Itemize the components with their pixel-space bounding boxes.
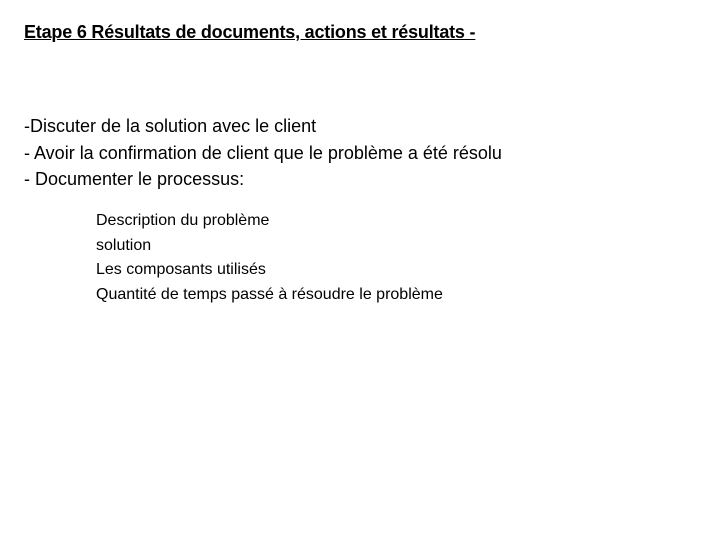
slide-title: Etape 6 Résultats de documents, actions et résultats - (24, 22, 476, 42)
main-bullet-list (24, 113, 502, 193)
sub-list-item: Quantité de temps passé à résoudre le problème (96, 285, 443, 303)
sub-list-item: Les composants utilisés (96, 261, 266, 278)
sub-list-item: solution (96, 236, 152, 254)
sub-list-item: Description du problème (96, 212, 270, 229)
main-list-item: - Avoir la confirmation de client que le problème a été résolu (24, 142, 502, 163)
main-list-item: - Documenter le processus: (24, 169, 245, 189)
main-list-item: -Discuter de la solution avec le client (24, 116, 317, 136)
documentation-sub-list (96, 209, 443, 307)
